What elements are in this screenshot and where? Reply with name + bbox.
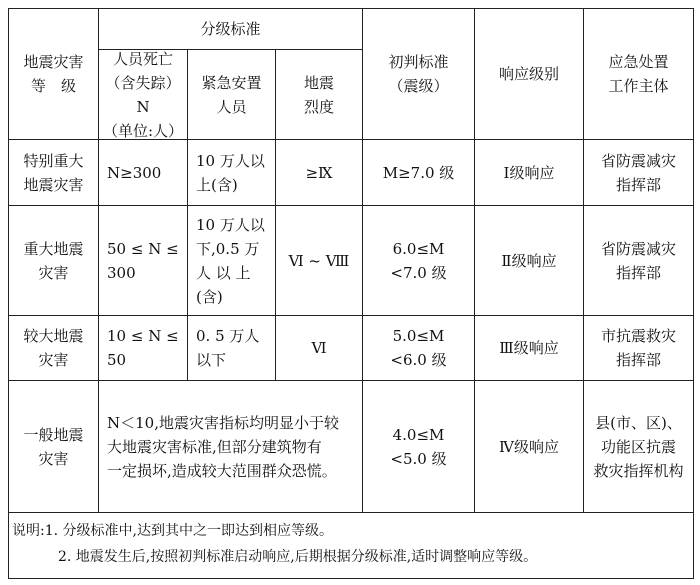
row4-merged-standard: N＜10,地震灾害指标均明显小于较 大地震灾害标准,但部分建筑物有 一定损坏,造成较大范围群众恐慌。 [107,413,339,480]
note-2: 2. 地震发生后,按照初判标准启动响应,后期根据分级标准,适时调整响应等级。 [58,549,538,565]
header-initial-standard: 初判标准 （震级） [388,53,449,95]
row1-deaths: N≥300 [107,163,162,182]
row2-relocation: 10 万人以 下,0.5 万 人 以 上 (含) [196,215,265,306]
row3-initial: 5.0≤M <6.0 级 [390,327,447,369]
row3-body: 市抗震救灾 指挥部 [600,327,676,369]
row4-level: 一般地震 灾害 [23,425,84,468]
row2-intensity: Ⅵ ~ Ⅷ [288,251,350,270]
header-grading-standard: 分级标准 [200,20,261,38]
note-1: 说明:1. 分级标准中,达到其中之一即达到相应等级。 [12,523,333,539]
row4-body: 县(市、区)、 功能区抗震 救灾指挥机构 [593,413,684,480]
row3-deaths: 10 ≤ N ≤ 50 [107,327,179,369]
row1-level: 特别重大 地震灾害 [23,151,84,194]
row4-response: Ⅳ级响应 [499,437,559,456]
row1-relocation: 10 万人以 上(含) [196,151,265,194]
rule-right [693,8,694,579]
row3-relocation: 0. 5 万人 以下 [196,327,260,369]
header-response-level: 响应级别 [498,65,559,83]
row4-initial: 4.0≤M <5.0 级 [390,425,447,468]
header-deaths: 人员死亡 （含失踪）N （单位:人） [103,49,184,140]
row1-intensity: ≥Ⅸ [305,163,333,182]
rule-row4-bottom [8,512,694,513]
row1-body: 省防震减灾 指挥部 [600,151,676,194]
row1-response: Ⅰ级响应 [503,163,555,182]
row2-deaths: 50 ≤ N ≤ 300 [107,239,179,282]
row1-initial: M≥7.0 级 [382,163,455,182]
row2-body: 省防震减灾 指挥部 [600,239,676,282]
rule-bottom [8,578,694,579]
header-intensity: 地震 烈度 [303,73,334,116]
row2-initial: 6.0≤M <7.0 级 [390,239,447,282]
header-emergency-body: 应急处置 工作主体 [608,53,669,95]
row2-response: Ⅱ级响应 [501,251,557,270]
row3-level: 较大地震 灾害 [23,327,84,369]
row3-response: Ⅲ级响应 [499,339,559,357]
row3-intensity: Ⅵ [311,339,327,357]
header-level: 地震灾害 等 级 [23,53,84,95]
header-relocation: 紧急安置 人员 [201,73,262,116]
row2-level: 重大地震 灾害 [23,239,84,282]
